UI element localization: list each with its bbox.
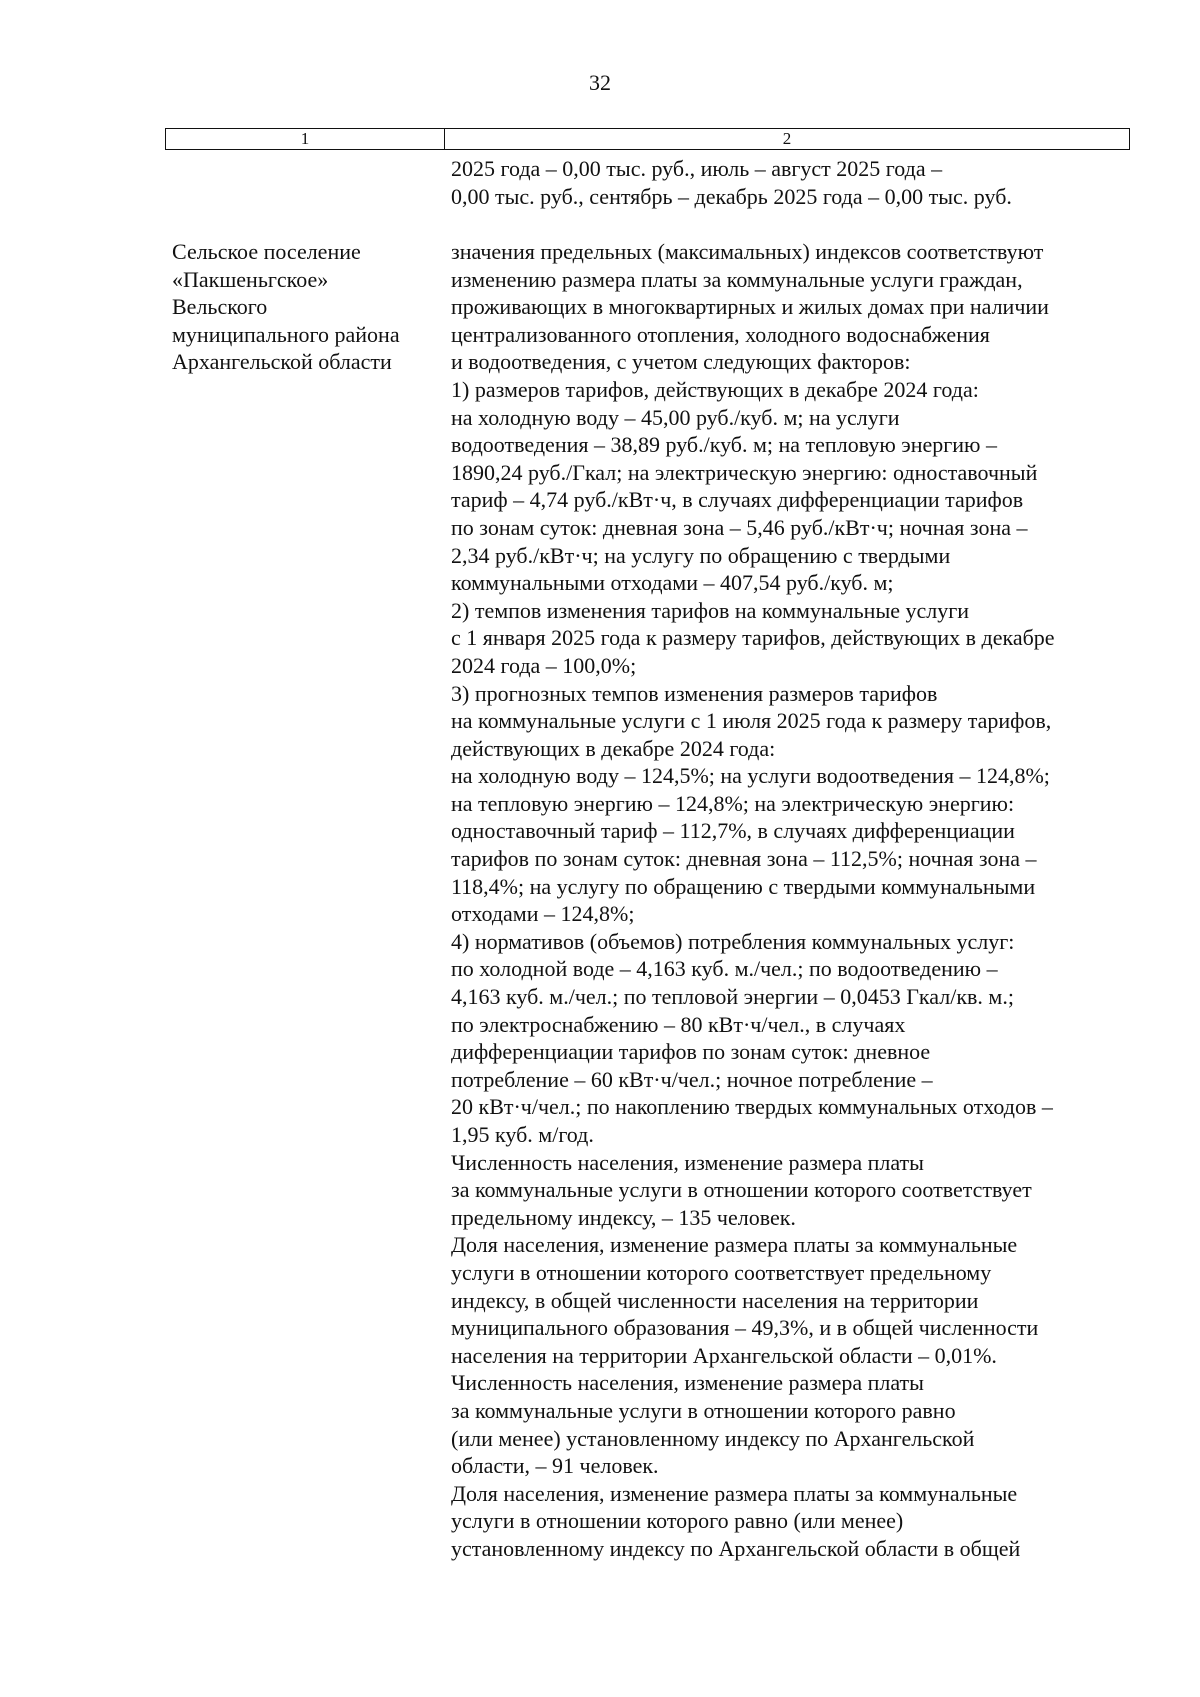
description-line: и водоотведения, с учетом следующих факторов: xyxy=(451,349,911,375)
description-line: изменению размера платы за коммунальные услуги граждан, xyxy=(451,266,1023,292)
description-line: на коммунальные услуги с 1 июля 2025 года к размеру тарифов, xyxy=(451,708,1052,734)
description-line: 1890,24 руб./Гкал; на электрическую энергию: одноставочный xyxy=(451,459,1038,485)
description-line: 2,34 руб./кВт·ч; на услугу по обращению с твердыми xyxy=(451,542,951,568)
page-number: 32 xyxy=(589,70,611,95)
description-line: одноставочный тариф – 112,7%, в случаях дифференциации xyxy=(451,818,1015,844)
description-line: на тепловую энергию – 124,8%; на электрическую энергию: xyxy=(451,790,1015,816)
description-line: по электроснабжению – 80 кВт·ч/чел., в случаях xyxy=(451,1011,906,1037)
description-line: Доля населения, изменение размера платы за коммунальные xyxy=(451,1480,1018,1506)
description-line: на холодную воду – 124,5%; на услуги водоотведения – 124,8%; xyxy=(451,763,1050,789)
description-line: действующих в декабре 2024 года: xyxy=(451,735,776,761)
description-line: централизованного отопления, холодного водоснабжения xyxy=(451,321,990,347)
municipality-name-line: Вельского xyxy=(172,294,268,320)
description-line: коммунальными отходами – 407,54 руб./куб. м; xyxy=(451,570,894,596)
description-line: отходами – 124,8%; xyxy=(451,901,635,927)
description-line: дифференциации тарифов по зонам суток: дневное xyxy=(451,1039,931,1065)
description-line: по зонам суток: дневная зона – 5,46 руб./кВт·ч; ночная зона – xyxy=(451,514,1028,540)
description-line: тарифов по зонам суток: дневная зона – 112,5%; ночная зона – xyxy=(451,846,1037,872)
description-line: 4,163 куб. м./чел.; по тепловой энергии – 0,0453 Гкал/кв. м.; xyxy=(451,984,1014,1010)
description-line: проживающих в многоквартирных и жилых домах при наличии xyxy=(451,294,1049,320)
description-line: услуги в отношении которого соответствует предельному xyxy=(451,1259,992,1285)
description-line: муниципального образования – 49,3%, и в общей численности xyxy=(451,1315,1039,1341)
description-line: услуги в отношении которого равно (или менее) xyxy=(451,1508,904,1534)
description-line: тариф – 4,74 руб./кВт·ч, в случаях дифференциации тарифов xyxy=(451,487,1024,513)
municipality-name-cell xyxy=(172,238,400,376)
description-line: потребление – 60 кВт·ч/чел.; ночное потребление – xyxy=(451,1066,933,1092)
column-header-1: 1 xyxy=(166,129,445,149)
description-line: Доля населения, изменение размера платы за коммунальные xyxy=(451,1232,1018,1258)
carry-over-line: 2025 года – 0,00 тыс. руб., июль – август 2025 года – xyxy=(451,156,943,181)
description-line: 4) нормативов (объемов) потребления коммунальных услуг: xyxy=(451,928,1015,954)
municipality-name-line: Архангельской области xyxy=(172,349,392,375)
carry-over-text xyxy=(451,155,1012,210)
description-line: 1,95 куб. м/год. xyxy=(451,1122,594,1147)
description-line: 1) размеров тарифов, действующих в декабре 2024 года: xyxy=(451,376,979,402)
description-line: за коммунальные услуги в отношении которого соответствует xyxy=(451,1177,1032,1203)
description-line: предельному индексу, – 135 человек. xyxy=(451,1204,796,1230)
description-line: 2) темпов изменения тарифов на коммунальные услуги xyxy=(451,597,970,623)
description-line: с 1 января 2025 года к размеру тарифов, действующих в декабре xyxy=(451,625,1055,651)
description-line: водоотведения – 38,89 руб./куб. м; на тепловую энергию – xyxy=(451,432,997,458)
description-line: на холодную воду – 45,00 руб./куб. м; на услуги xyxy=(451,404,900,430)
description-line: значения предельных (максимальных) индексов соответствуют xyxy=(451,239,1044,264)
column-header-2: 2 xyxy=(782,129,792,148)
description-line: Численность населения, изменение размера платы xyxy=(451,1370,924,1396)
municipality-name-line: «Пакшеньгское» xyxy=(172,266,329,292)
description-line: 3) прогнозных темпов изменения размеров тарифов xyxy=(451,680,938,706)
description-line: 20 кВт·ч/чел.; по накоплению твердых коммунальных отходов – xyxy=(451,1094,1053,1120)
description-line: (или менее) установленному индексу по Архангельской xyxy=(451,1425,975,1451)
table-column-header-row xyxy=(165,128,1130,150)
description-line: 2024 года – 100,0%; xyxy=(451,652,637,678)
municipality-name-line: муниципального района xyxy=(172,321,400,347)
description-line: по холодной воде – 4,163 куб. м./чел.; по водоотведению – xyxy=(451,956,998,982)
description-line: 118,4%; на услугу по обращению с твердыми коммунальными xyxy=(451,873,1036,899)
description-line: населения на территории Архангельской области – 0,01%. xyxy=(451,1342,997,1368)
description-line: области, – 91 человек. xyxy=(451,1453,659,1479)
municipality-name-line: Сельское поселение xyxy=(172,239,361,264)
description-line: установленному индексу по Архангельской области в общей xyxy=(451,1535,1021,1561)
description-line: Численность населения, изменение размера платы xyxy=(451,1149,924,1175)
index-description-cell xyxy=(451,238,1055,1563)
description-line: индексу, в общей численности населения на территории xyxy=(451,1287,979,1313)
carry-over-line: 0,00 тыс. руб., сентябрь – декабрь 2025 года – 0,00 тыс. руб. xyxy=(451,183,1012,209)
description-line: за коммунальные услуги в отношении которого равно xyxy=(451,1397,956,1423)
